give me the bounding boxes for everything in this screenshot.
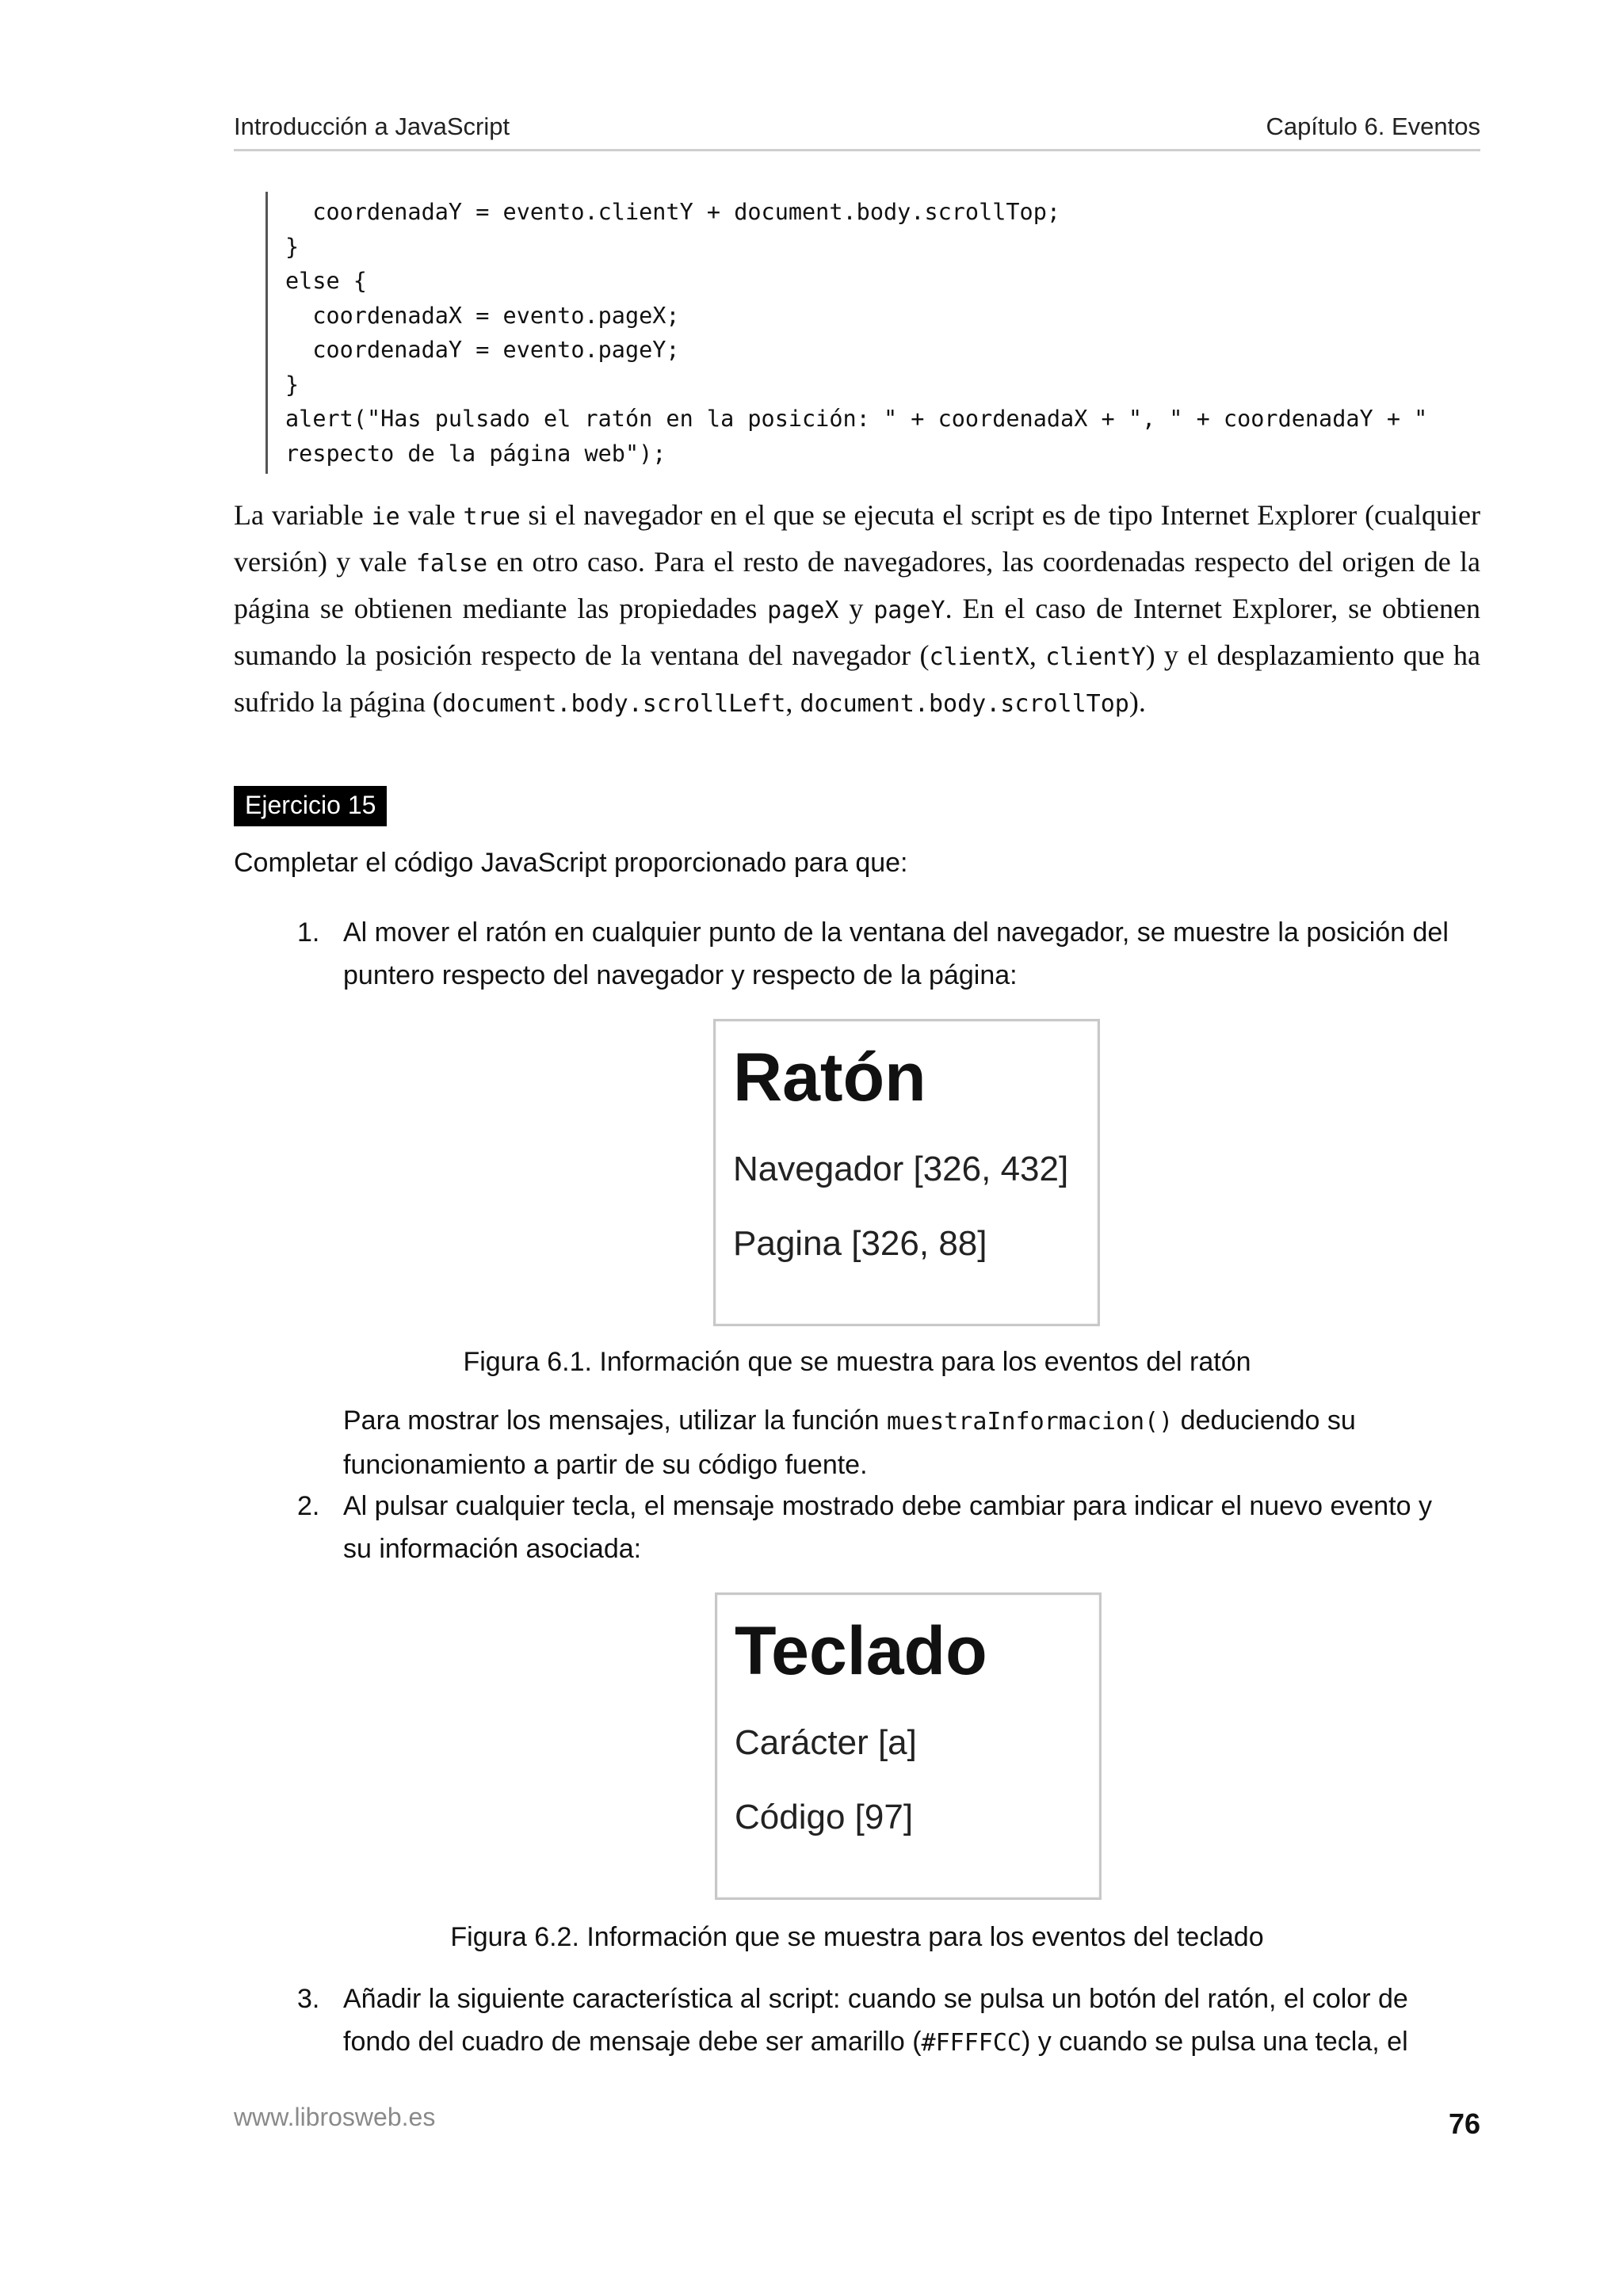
- code-line: }: [285, 371, 300, 398]
- inline-code: pageX: [767, 597, 839, 624]
- inline-code: false: [415, 550, 488, 578]
- inline-code: document.body.scrollLeft: [441, 690, 786, 718]
- text: La variable: [234, 499, 372, 531]
- exercise-intro: Completar el código JavaScript proporcionado para que:: [234, 848, 908, 878]
- figure-title: Ratón: [733, 1039, 926, 1116]
- code-line: respecto de la página web");: [285, 440, 666, 467]
- inline-code: true: [463, 503, 521, 531]
- figure-line: Código [97]: [735, 1798, 914, 1836]
- text: ,: [1029, 639, 1046, 671]
- note-paragraph: [343, 1399, 1468, 1486]
- code-line: coordenadaY = evento.clientY + document.body.scrollTop;: [285, 199, 1061, 225]
- list-text: Al pulsar cualquier tecla, el mensaje mostrado debe cambiar para indicar el nuevo evento y su información asociada:: [343, 1491, 1432, 1564]
- figure-line: Pagina [326, 88]: [733, 1224, 987, 1263]
- inline-code: clientY: [1045, 643, 1146, 671]
- figure-caption: Figura 6.1. Información que se muestra para los eventos del ratón: [463, 1347, 1251, 1377]
- code-line: alert("Has pulsado el ratón en la posición: " + coordenadaX + ", " + coordenadaY + ": [285, 406, 1428, 432]
- mouse-info-figure: [713, 1019, 1100, 1326]
- inline-code: pageY: [873, 597, 945, 624]
- text: deduciendo su funcionamiento a partir de su código fuente.: [343, 1405, 1356, 1480]
- chapter-title: Capítulo 6. Eventos: [1266, 113, 1480, 140]
- figure-line: Navegador [326, 432]: [733, 1150, 1069, 1188]
- text: y: [838, 593, 874, 624]
- book-title: Introducción a JavaScript: [234, 113, 510, 140]
- code-line: coordenadaX = evento.pageX;: [285, 302, 680, 329]
- list-number: 3.: [297, 1984, 320, 2014]
- inline-code: ie: [371, 503, 400, 531]
- text: si el navegador en el que se ejecuta el script es de tipo Internet Explorer (cualquier versión) y vale: [234, 499, 1480, 578]
- document-page: [234, 0, 1480, 2296]
- exercise-label: Ejercicio 15: [234, 786, 387, 826]
- text: ) y cuando se pulsa una tecla, el: [1021, 2027, 1408, 2057]
- code-block: [265, 192, 1428, 474]
- text: ).: [1128, 686, 1146, 718]
- text: ,: [785, 686, 800, 718]
- inline-code: #FFFFCC: [921, 2029, 1022, 2057]
- website-link[interactable]: www.librosweb.es: [234, 2103, 436, 2131]
- list-text: [343, 1978, 1453, 2065]
- code-line: coordenadaY = evento.pageY;: [285, 337, 680, 363]
- text: . En el caso de Internet Explorer, se obtienen sumando la posición respecto de la ventana del navegador (: [234, 593, 1481, 671]
- inline-code: muestraInformacion(): [886, 1408, 1174, 1436]
- figure-caption: Figura 6.2. Información que se muestra para los eventos del teclado: [450, 1922, 1264, 1952]
- inline-code: document.body.scrollTop: [800, 690, 1129, 718]
- list-number: 2.: [297, 1491, 320, 1521]
- inline-code: clientX: [929, 643, 1029, 671]
- text: Añadir la siguiente característica al script: cuando se pulsa un botón del ratón, el color de fondo del cuadro de mensaje debe ser amarillo (: [343, 1984, 1408, 2057]
- text: Para mostrar los mensajes, utilizar la función: [343, 1405, 887, 1436]
- code-line: }: [285, 233, 300, 260]
- code-line: else {: [285, 268, 367, 294]
- page-number: 76: [1448, 2107, 1480, 2140]
- body-paragraph: [234, 493, 1480, 727]
- figure-title: Teclado: [735, 1613, 987, 1689]
- page-header: [234, 109, 1480, 151]
- figure-line: Carácter [a]: [735, 1723, 917, 1762]
- text: ) y el desplazamiento que ha sufrido la página (: [234, 639, 1481, 718]
- keyboard-info-figure: [715, 1592, 1102, 1900]
- list-text: Al mover el ratón en cualquier punto de la ventana del navegador, se muestre la posición del puntero respecto del navegador y respecto de la página:: [343, 917, 1449, 990]
- text: vale: [399, 499, 464, 531]
- list-number: 1.: [297, 917, 320, 948]
- text: en otro caso. Para el resto de navegadores, las coordenadas respecto del origen de la página se obtienen mediante las propiedades: [234, 546, 1480, 624]
